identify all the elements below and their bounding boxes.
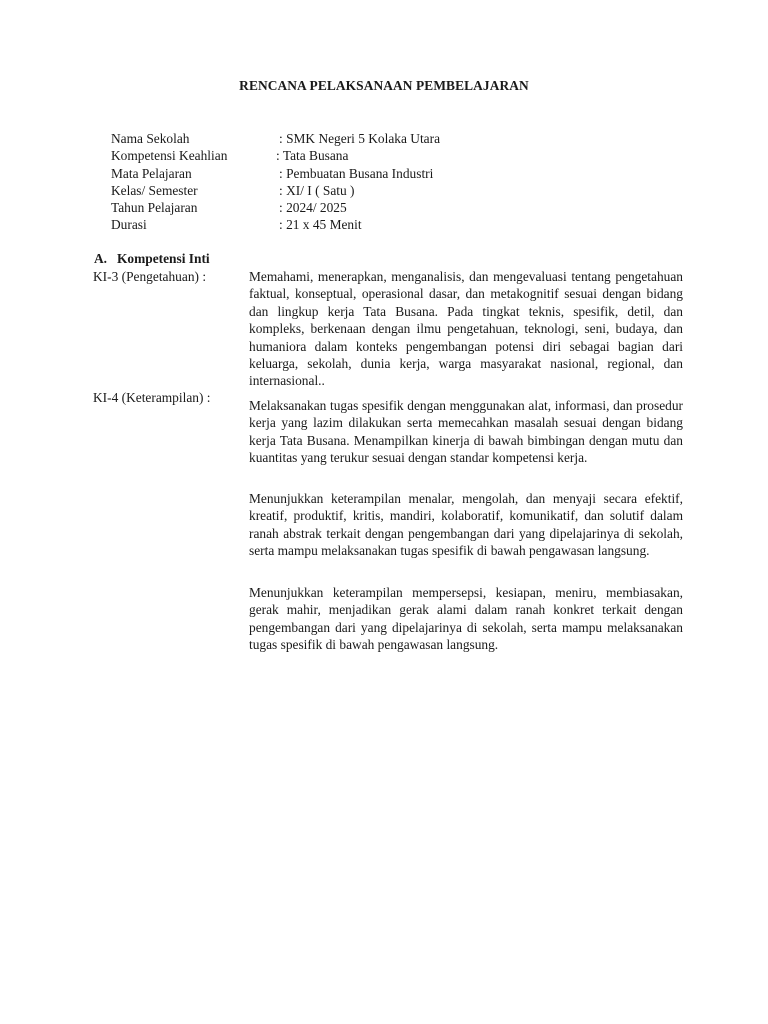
info-label: Tahun Pelajaran: [111, 200, 198, 216]
info-value: : SMK Negeri 5 Kolaka Utara: [279, 131, 441, 146]
ki4-paragraph-1: Melaksanakan tugas spesifik dengan menggunakan alat, informasi, dan prosedur kerja yang lazim dilakukan serta memecahkan masalah sesuai dengan bidang kerja Tata Busana. Menampilkan kinerja di bawah bimbingan dengan mutu dan kuantitas yang terukur sesuai dengan standar kompetensi kerja.: [249, 398, 683, 466]
info-label: Nama Sekolah: [111, 131, 190, 146]
info-label: Mata Pelajaran: [111, 165, 192, 181]
info-value: : Pembuatan Busana Industri: [279, 165, 434, 181]
info-value: : 21 x 45 Menit: [279, 217, 362, 233]
info-value: : XI/ I ( Satu ): [279, 182, 355, 198]
document-title: RENCANA PELAKSANAAN PEMBELAJARAN: [239, 78, 529, 93]
ki4-paragraph-2: Menunjukkan keterampilan menalar, mengolah, dan menyaji secara efektif, kreatif, produktif, kritis, mandiri, kolaboratif, komunikatif, dan solutif dalam ranah abstrak terkait dengan pengembangan dari yang dipelajarinya di sekolah, serta mampu melaksanakan tugas spesifik di bawah pengawasan langsung.: [249, 491, 683, 559]
info-value: : Tata Busana: [276, 148, 349, 164]
section-letter: A.: [94, 251, 108, 266]
ki3-label: KI-3 (Pengetahuan) :: [93, 269, 207, 284]
ki4-label: KI-4 (Keterampilan) :: [93, 390, 211, 405]
info-label: Kompetensi Keahlian: [111, 148, 228, 164]
section-title: Kompetensi Inti: [117, 251, 210, 266]
info-label: Kelas/ Semester: [111, 182, 198, 198]
ki3-paragraph: Memahami, menerapkan, menganalisis, dan mengevaluasi tentang pengetahuan faktual, konseptual, operasional dasar, dan metakognitif sesuai dengan bidang dan lingkup kerja Tata Busana. Pada tingkat teknis, spesifik, detil, dan kompleks, berkenaan dengan ilmu pengetahuan, teknologi, seni, budaya, dan humaniora dalam konteks pengembangan potensi diri sebagai bagian dari keluarga, sekolah, dunia kerja, warga masyarakat nasional, regional, dan internasional..: [249, 269, 683, 389]
info-label: Durasi: [111, 217, 147, 233]
info-value: : 2024/ 2025: [279, 200, 347, 216]
section-heading-kompetensi-inti: [94, 251, 210, 267]
ki4-paragraph-3: Menunjukkan keterampilan mempersepsi, kesiapan, meniru, membiasakan, gerak mahir, menjadikan gerak alami dalam ranah konkret terkait dengan pengembangan dari yang dipelajarinya di sekolah, serta mampu melaksanakan tugas spesifik di bawah pengawasan langsung.: [249, 585, 683, 653]
